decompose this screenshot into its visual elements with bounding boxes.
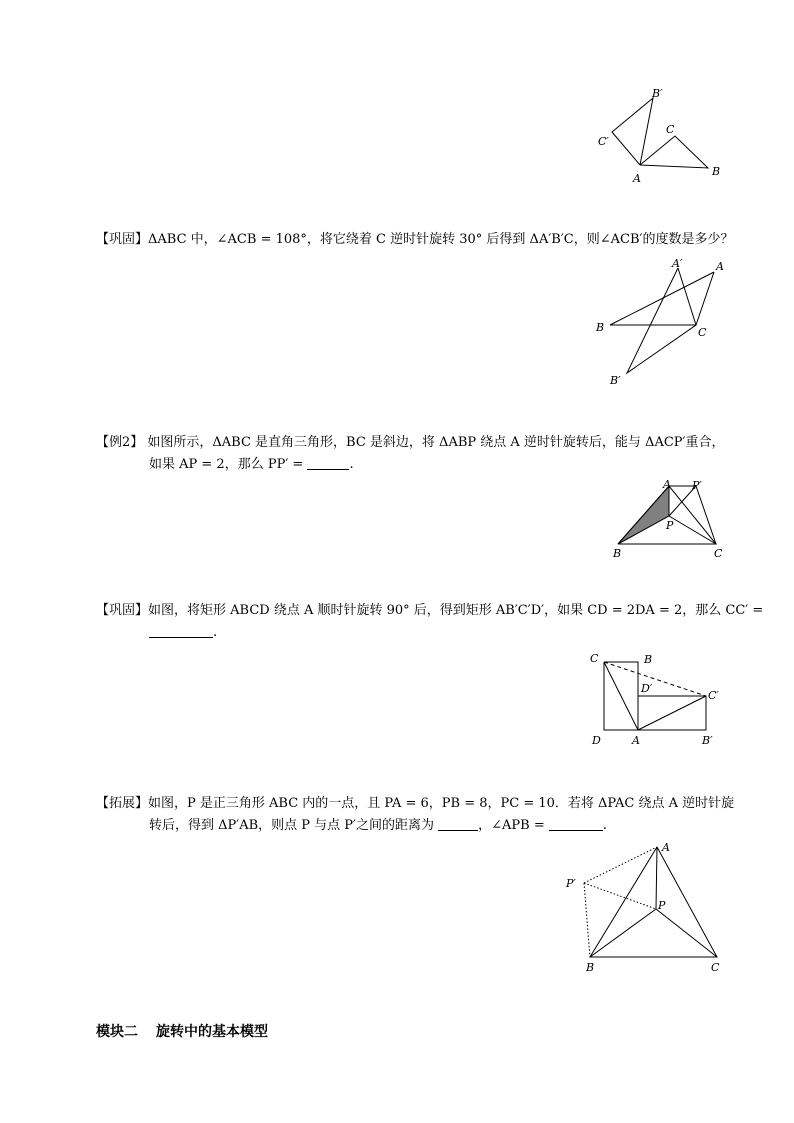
problem-4-angle-text: ，∠APB = <box>478 818 545 833</box>
problem-4 <box>96 793 734 837</box>
label-p: P <box>666 519 674 532</box>
section-number: 模块二 <box>96 1024 138 1040</box>
triangle-aprimebprimec <box>627 268 696 373</box>
label-a: A <box>716 260 724 273</box>
label-a: A <box>662 841 670 854</box>
label-c: C <box>714 547 723 560</box>
answer-blank-angle[interactable] <box>549 816 603 831</box>
label-c: C <box>698 326 707 339</box>
problem-2-line-2 <box>96 454 724 476</box>
label-d: D <box>592 734 601 747</box>
label-b-prime: B′ <box>702 734 713 747</box>
triangle-abc <box>590 847 717 957</box>
label-c: C <box>666 123 675 136</box>
problem-4-line-1: 【拓展】如图，P 是正三角形 ABC 内的一点，且 PA = 6，PB = 8，PC = 10．若将 ΔPAC 绕点 A 逆时针旋 <box>96 796 735 811</box>
problem-4-line-2 <box>96 815 734 837</box>
problem-4-line-2-text: 转后，得到 ΔP′AB，则点 P 与点 P′之间的距离为 <box>149 818 435 833</box>
section-heading <box>96 1021 268 1041</box>
segment-ccprime-dashed <box>604 662 706 696</box>
label-b: B <box>712 165 721 178</box>
label-b: B <box>644 653 653 666</box>
label-p-prime: P′ <box>566 877 576 890</box>
segment-pprime-b-dotted <box>584 883 590 957</box>
label-a: A <box>663 478 671 491</box>
figure-1 <box>590 85 730 190</box>
label-c: C <box>711 961 720 974</box>
problem-1-text: 【巩固】ΔABC 中，∠ACB = 108°，将它绕着 C 逆时针旋转 30° 后得到 ΔA′B′C，则∠ACB′的度数是多少？ <box>96 232 734 247</box>
answer-blank-pp[interactable] <box>307 455 349 470</box>
segment-pb <box>590 909 656 957</box>
problem-2-period: . <box>349 457 354 472</box>
label-p: P <box>658 899 666 912</box>
segment-pprime-p-dotted <box>584 883 656 909</box>
triangle-abprimecprime <box>612 98 653 165</box>
label-b-prime: B′ <box>652 87 663 100</box>
label-b: B <box>586 961 595 974</box>
problem-2-line-1: 【例2】 如图所示，ΔABC 是直角三角形，BC 是斜边，将 ΔABP 绕点 A 逆时针旋转后，能与 ΔACP′重合， <box>96 435 725 450</box>
label-c-prime: C′ <box>708 689 719 702</box>
problem-2-line-2-text: 如果 AP = 2，那么 PP′ = <box>149 457 304 472</box>
label-b: B <box>596 321 605 334</box>
problem-2 <box>96 432 724 476</box>
segment-pa <box>656 847 657 909</box>
problem-3 <box>96 600 763 644</box>
answer-blank-distance[interactable] <box>438 816 478 831</box>
problem-4-period: . <box>602 818 608 833</box>
figure-2 <box>592 255 732 390</box>
problem-3-line-2 <box>96 622 763 644</box>
problem-3-line-1: 【巩固】如图，将矩形 ABCD 绕点 A 顺时针旋转 90° 后，得到矩形 AB′C′D′，如果 CD = 2DA = 2，那么 CC′ = <box>96 603 764 618</box>
segment-pc <box>656 909 717 957</box>
label-b: B <box>613 547 622 560</box>
answer-blank-cc[interactable] <box>149 623 213 638</box>
figure-3 <box>608 476 738 566</box>
problem-3-period: . <box>213 625 218 640</box>
label-a: A <box>632 734 640 747</box>
problem-1 <box>96 229 733 251</box>
segment-pc <box>669 516 716 544</box>
label-d-prime: D′ <box>641 682 653 695</box>
label-a-prime: A′ <box>672 257 683 270</box>
label-p-prime: P′ <box>692 479 702 492</box>
label-c-prime: C′ <box>598 135 609 148</box>
label-b-prime: B′ <box>610 374 621 387</box>
label-a: A <box>633 172 641 185</box>
segment-ac <box>604 662 638 730</box>
section-title: 旋转中的基本模型 <box>156 1024 268 1040</box>
triangle-abc <box>640 136 708 168</box>
segment-acprime <box>638 696 706 730</box>
figure-5 <box>560 835 740 980</box>
label-c: C <box>590 652 599 665</box>
figure-4 <box>586 648 726 753</box>
